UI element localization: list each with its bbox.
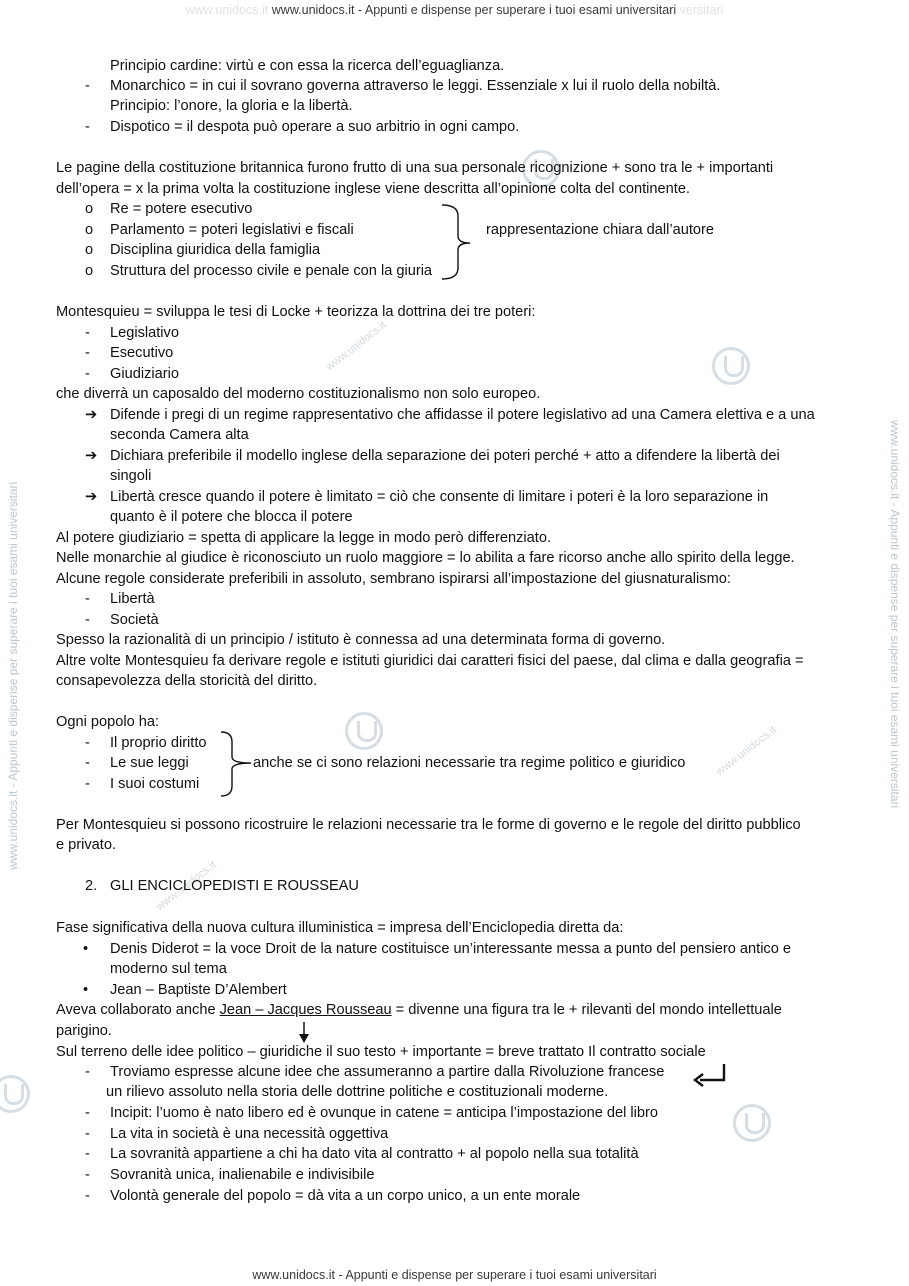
list-item: Re = potere esecutivo <box>110 201 253 217</box>
diagonal-watermark: www.unidocs.it <box>154 858 219 914</box>
dash-marker: - <box>85 591 90 607</box>
paragraph-line: dell’opera = x la prima volta la costituzione inglese viene descritta all’opinione colta del continente. <box>56 181 690 197</box>
circle-marker: o <box>85 222 94 238</box>
text-line: seconda Camera alta <box>110 427 249 443</box>
list-item: Legislativo <box>110 325 179 341</box>
text-line: Principio: l’onore, la gloria e la libertà. <box>110 98 353 114</box>
text-line: un rilievo assoluto nella storia delle dottrine politiche e costituzionali moderne. <box>106 1084 609 1100</box>
paragraph-line: Ogni popolo ha: <box>56 714 160 730</box>
paragraph-line: Spesso la razionalità di un principio / istituto è connessa ad una determinata forma di governo. <box>56 632 666 648</box>
header-ghost-right: versitari <box>679 3 724 17</box>
paragraph-line: consapevolezza della storicità del diritto. <box>56 673 318 689</box>
paragraph-line: che diverrà un caposaldo del moderno costituzionalismo non solo europeo. <box>56 386 541 402</box>
watermark-logo-icon <box>733 1104 771 1142</box>
list-item: Dispotico = il despota può operare a suo arbitrio in ogni campo. <box>110 119 520 135</box>
list-item: Jean – Baptiste D’Alembert <box>110 982 287 998</box>
text-line: moderno sul tema <box>110 961 227 977</box>
list-item: Struttura del processo civile e penale con la giuria <box>110 263 433 279</box>
text-line: singoli <box>110 468 152 484</box>
text-run: Aveva collaborato anche <box>56 1002 220 1018</box>
dash-marker: - <box>85 1146 90 1162</box>
underlined-name: Jean – Jacques Rousseau <box>219 1002 392 1018</box>
curly-brace <box>219 730 253 798</box>
dash-marker: - <box>85 119 90 135</box>
paragraph-line <box>56 1000 782 1020</box>
list-item: Società <box>110 612 159 628</box>
list-item: La vita in società è una necessità oggettiva <box>110 1126 389 1142</box>
dash-marker: - <box>85 776 90 792</box>
footer-watermark: www.unidocs.it - Appunti e dispense per superare i tuoi esami universitari <box>252 1268 657 1282</box>
text-line: Principio cardine: virtù e con essa la ricerca dell’eguaglianza. <box>110 58 505 74</box>
brace-note: anche se ci sono relazioni necessarie tra regime politico e giuridico <box>253 755 686 771</box>
watermark-logo-icon <box>712 347 750 385</box>
paragraph-line: Le pagine della costituzione britannica furono frutto di una sua personale ricognizione + sono tra le + importanti <box>56 160 774 176</box>
list-item: Troviamo espresse alcune idee che assumeranno a partire dalla Rivoluzione francese <box>110 1064 665 1080</box>
list-item: Libertà cresce quando il potere è limitato = ciò che consente di limitare i poteri è la loro separazione in <box>110 489 769 505</box>
paragraph-line: Nelle monarchie al giudice è riconosciuto un ruolo maggiore = lo abilita a fare ricorso anche allo spirito della legge. <box>56 550 795 566</box>
side-watermark-right: www.unidocs.it - Appunti e dispense per superare i tuoi esami universitari <box>888 420 902 809</box>
arrow-icon: ➔ <box>85 448 98 464</box>
bullet-marker: • <box>83 941 89 957</box>
dash-marker: - <box>85 1105 90 1121</box>
paragraph-line: e privato. <box>56 837 117 853</box>
circle-marker: o <box>85 263 94 279</box>
paragraph-line: Per Montesquieu si possono ricostruire le relazioni necessarie tra le forme di governo e le regole del diritto pubblico <box>56 817 801 833</box>
watermark-logo-icon <box>0 1075 30 1113</box>
circle-marker: o <box>85 201 94 217</box>
paragraph-line: parigino. <box>56 1023 112 1039</box>
paragraph-line: Fase significativa della nuova cultura illuministica = impresa dell’Enciclopedia diretta da: <box>56 920 624 936</box>
list-item: Monarchico = in cui il sovrano governa attraverso le leggi. Essenziale x lui il ruolo della nobiltà. <box>110 78 721 94</box>
list-item: Disciplina giuridica della famiglia <box>110 242 321 258</box>
brace-note: rappresentazione chiara dall’autore <box>486 222 714 238</box>
header-text: www.unidocs.it - Appunti e dispense per superare i tuoi esami universitari <box>271 3 677 17</box>
side-watermark-left: www.unidocs.it - Appunti e dispense per superare i tuoi esami universitari <box>6 481 20 870</box>
text-run: = divenne una figura tra le + rilevanti del mondo intellettuale <box>391 1002 782 1018</box>
bullet-marker: • <box>83 982 89 998</box>
diagonal-watermark: www.unidocs.it <box>714 723 779 779</box>
dash-marker: - <box>85 1126 90 1142</box>
list-item: Giudiziario <box>110 366 179 382</box>
dash-marker: - <box>85 325 90 341</box>
arrow-icon: ➔ <box>85 489 98 505</box>
list-item: Parlamento = poteri legislativi e fiscali <box>110 222 354 238</box>
return-arrow-icon <box>692 1062 728 1088</box>
arrow-icon: ➔ <box>85 407 98 423</box>
paragraph-line: Altre volte Montesquieu fa derivare regole e istituti giuridici dai caratteri fisici del paese, dal clima e dalla geografia = <box>56 653 804 669</box>
dash-marker: - <box>85 1167 90 1183</box>
dash-marker: - <box>85 1064 90 1080</box>
list-item: Incipit: l’uomo è nato libero ed è ovunque in catene = anticipa l’impostazione del libro <box>110 1105 659 1121</box>
dash-marker: - <box>85 755 90 771</box>
dash-marker: - <box>85 366 90 382</box>
dash-marker: - <box>85 735 90 751</box>
list-item: Il proprio diritto <box>110 735 207 751</box>
paragraph-line: Alcune regole considerate preferibili in assoluto, sembrano ispirarsi all’impostazione del giusnaturalismo: <box>56 571 731 587</box>
paragraph-line: Sul terreno delle idee politico – giuridiche il suo testo + importante = breve trattato Il contratto sociale <box>56 1044 706 1060</box>
list-item: Dichiara preferibile il modello inglese della separazione dei poteri perché + atto a difendere la libertà dei <box>110 448 780 464</box>
list-item: Sovranità unica, inalienabile e indivisibile <box>110 1167 375 1183</box>
list-item: La sovranità appartiene a chi ha dato vita al contratto + al popolo nella sua totalità <box>110 1146 639 1162</box>
dash-marker: - <box>85 1188 90 1204</box>
list-item: I suoi costumi <box>110 776 200 792</box>
text-line: quanto è il potere che blocca il potere <box>110 509 353 525</box>
watermark-logo-icon <box>345 712 383 750</box>
list-item: Difende i pregi di un regime rappresentativo che affidasse il potere legislativo ad una Camera elettiva e a una <box>110 407 815 423</box>
section-number: 2. <box>85 878 98 894</box>
list-item: Denis Diderot = la voce Droit de la nature costituisce un’interessante messa a punto del pensiero antico e <box>110 941 792 957</box>
paragraph-line: Al potere giudiziario = spetta di applicare la legge in modo però differenziato. <box>56 530 552 546</box>
diagonal-watermark: www.unidocs.it <box>324 318 389 374</box>
list-item: Volontà generale del popolo = dà vita a un corpo unico, a un ente morale <box>110 1188 581 1204</box>
dash-marker: - <box>85 612 90 628</box>
list-item: Le sue leggi <box>110 755 189 771</box>
paragraph-line: Montesquieu = sviluppa le tesi di Locke + teorizza la dottrina dei tre poteri: <box>56 304 536 320</box>
section-heading: GLI ENCICLOPEDISTI E ROUSSEAU <box>110 878 359 894</box>
list-item: Libertà <box>110 591 155 607</box>
dash-marker: - <box>85 345 90 361</box>
dash-marker: - <box>85 78 90 94</box>
list-item: Esecutivo <box>110 345 174 361</box>
header-watermark <box>0 3 909 17</box>
circle-marker: o <box>85 242 94 258</box>
header-ghost-left: www.unidocs.it <box>185 3 269 17</box>
curly-brace <box>440 202 486 282</box>
